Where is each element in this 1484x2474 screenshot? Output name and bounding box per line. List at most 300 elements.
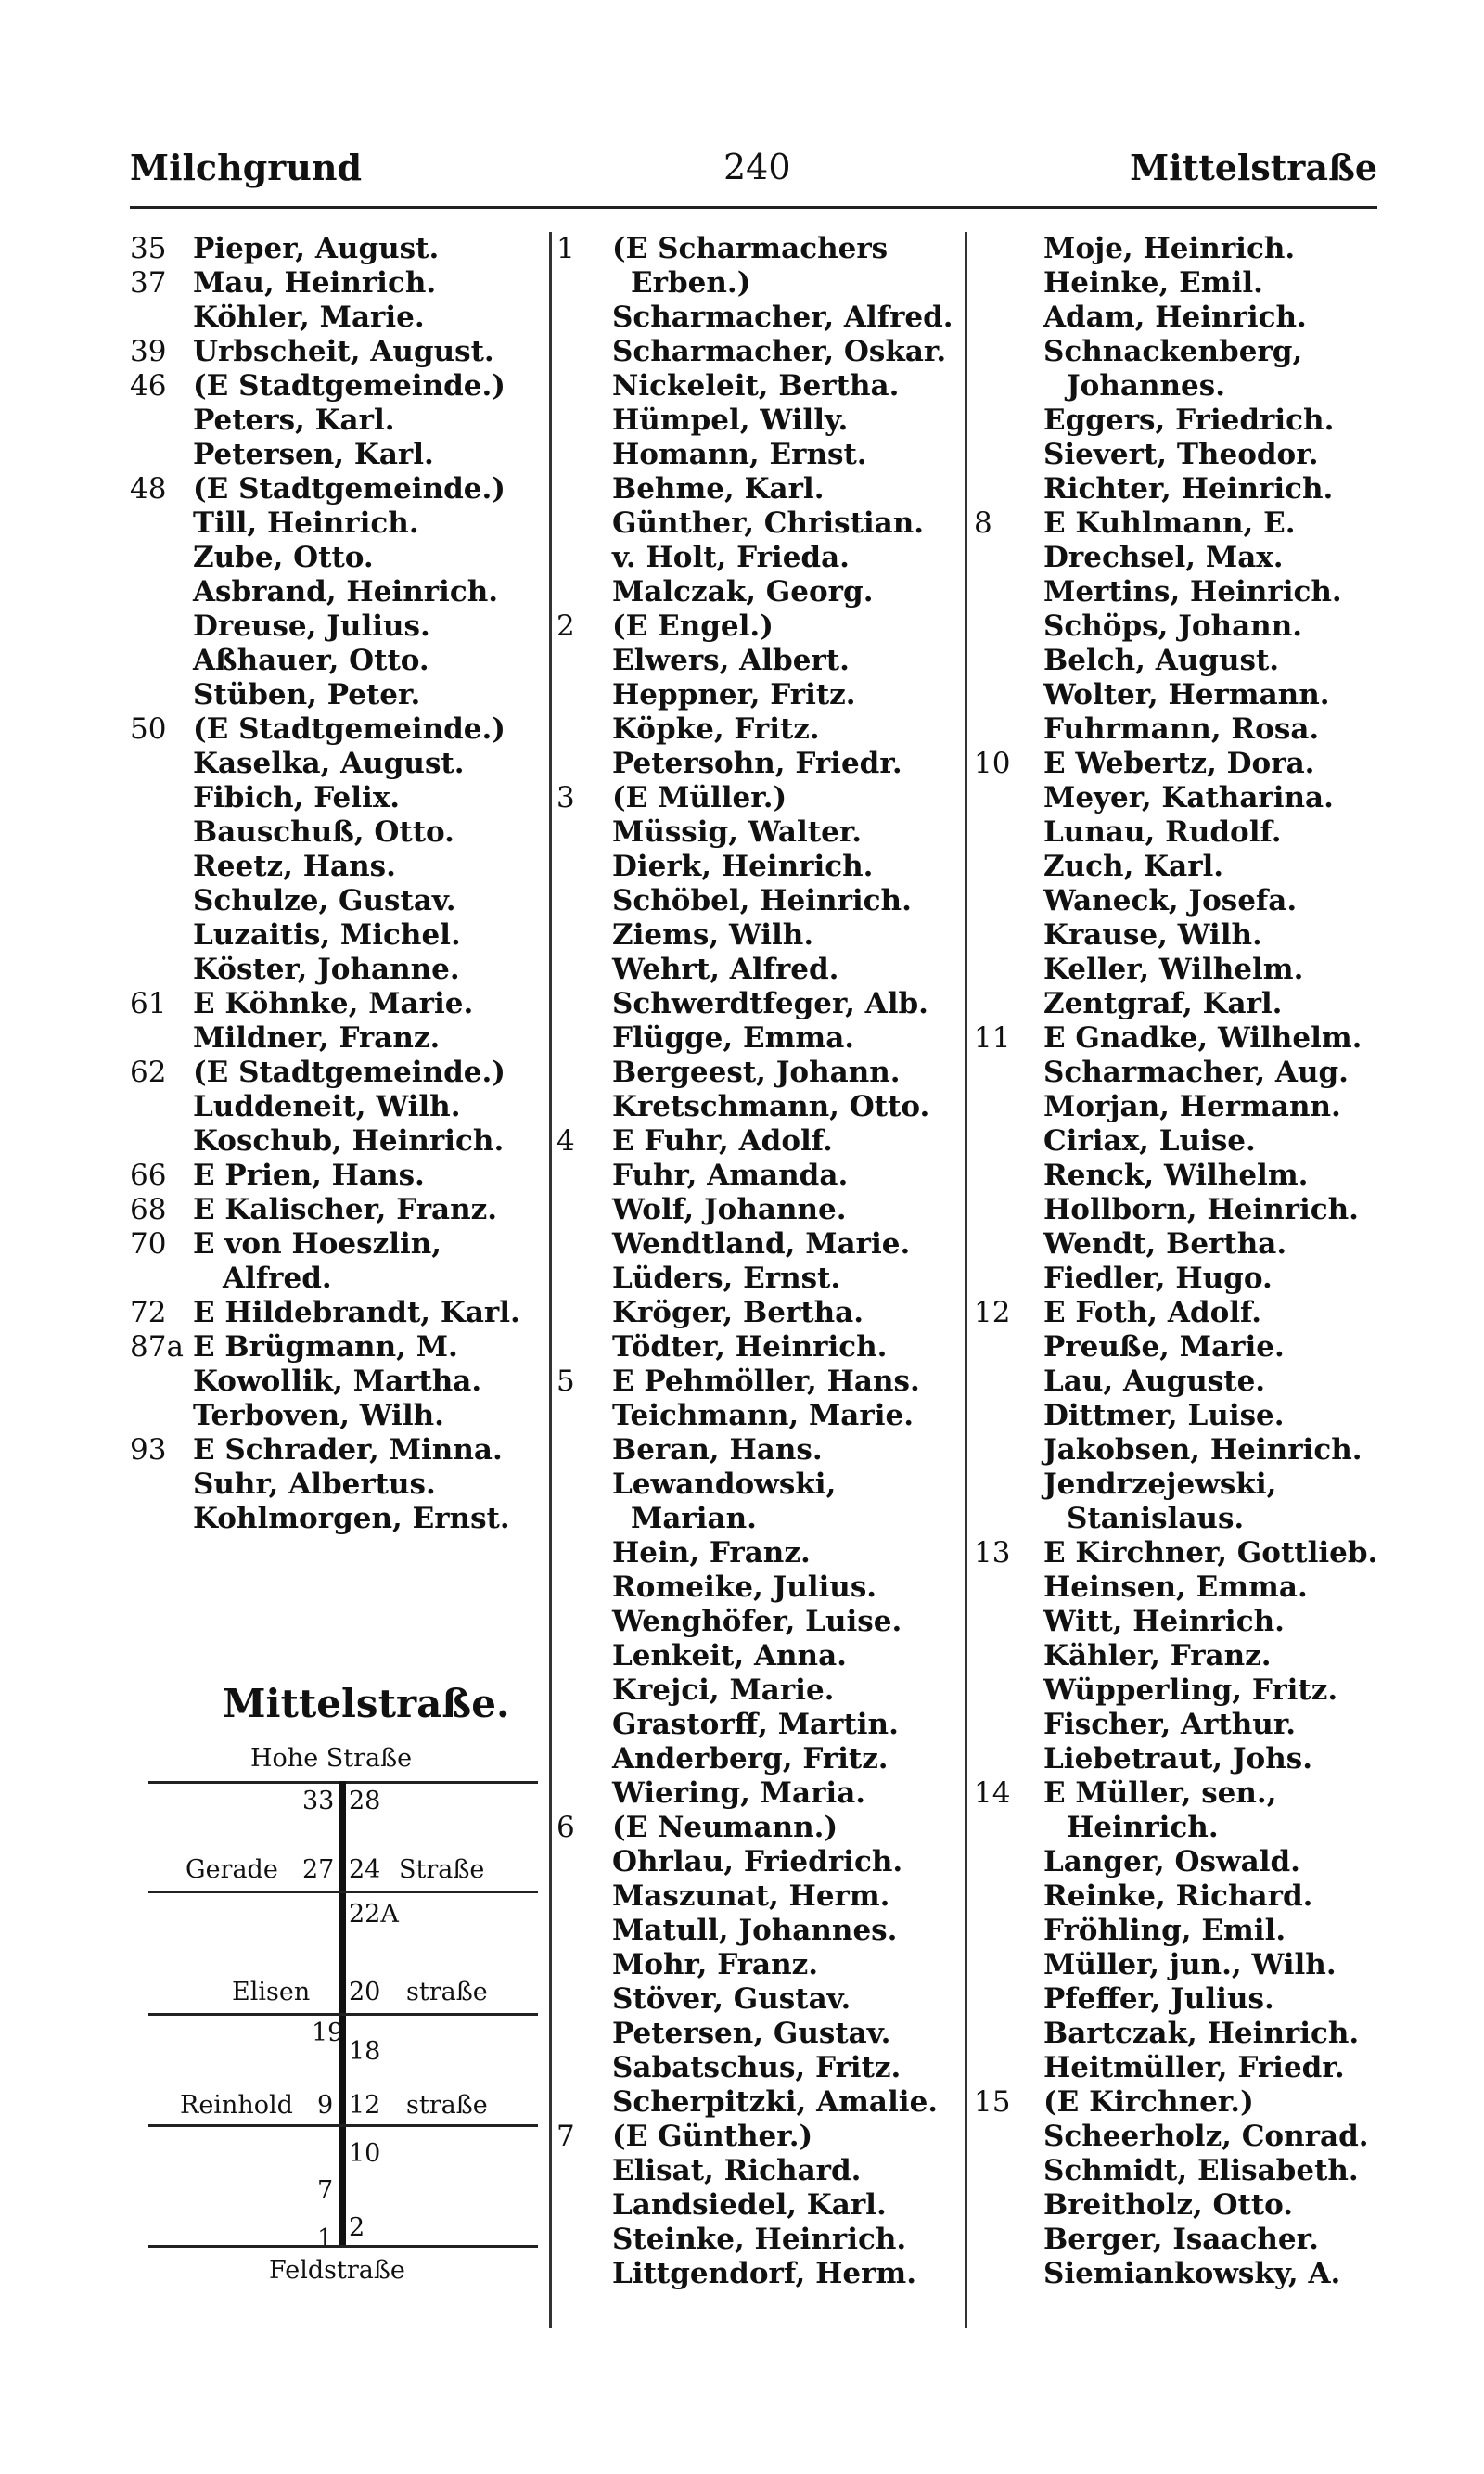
directory-entry xyxy=(556,1639,965,1673)
resident-name: Beran, Hans. xyxy=(612,1433,823,1467)
directory-entry xyxy=(130,506,547,541)
resident-name: Kohlmorgen, Ernst. xyxy=(193,1502,510,1535)
directory-entry xyxy=(556,1845,965,1879)
house-number: 68 xyxy=(130,1193,167,1226)
directory-entry xyxy=(556,1090,965,1124)
resident-name: E Pehmöller, Hans. xyxy=(612,1365,920,1398)
resident-name: Matull, Johannes. xyxy=(612,1914,898,1947)
map-cross-street-line xyxy=(148,2245,538,2248)
resident-name: Preuße, Marie. xyxy=(1043,1330,1285,1364)
street-map xyxy=(148,1735,538,2301)
column-3 xyxy=(974,232,1391,2291)
directory-entry xyxy=(974,747,1391,781)
house-number: 66 xyxy=(130,1159,167,1192)
directory-entry xyxy=(974,232,1391,266)
resident-name: E Köhnke, Marie. xyxy=(193,987,474,1020)
directory-entry xyxy=(130,472,547,506)
map-label-reinhold: Reinhold xyxy=(180,2091,293,2120)
resident-name: Bauschuß, Otto. xyxy=(193,815,454,849)
resident-name: Scherpitzki, Amalie. xyxy=(612,2085,939,2119)
directory-entry xyxy=(974,1124,1391,1159)
directory-entry xyxy=(130,1227,547,1262)
resident-name: Hümpel, Willy. xyxy=(612,404,849,437)
column-2 xyxy=(556,232,965,2291)
resident-name: E Gnadke, Wilhelm. xyxy=(1043,1021,1362,1055)
resident-name: Till, Heinrich. xyxy=(193,506,419,540)
directory-entry xyxy=(556,987,965,1021)
directory-entry xyxy=(974,1056,1391,1090)
resident-name: Sievert, Theodor. xyxy=(1043,438,1319,471)
map-house-number: 9 xyxy=(317,2091,334,2120)
directory-entry xyxy=(556,1193,965,1227)
directory-entry xyxy=(130,232,547,266)
directory-entry xyxy=(556,1021,965,1056)
directory-entry xyxy=(130,1468,547,1502)
directory-entry xyxy=(556,1708,965,1742)
house-number: 6 xyxy=(556,1811,575,1844)
directory-entry xyxy=(974,335,1391,369)
directory-entry xyxy=(556,1399,965,1433)
resident-name: Scharmacher, Aug. xyxy=(1043,1056,1349,1089)
directory-entry xyxy=(974,1262,1391,1296)
resident-name: Kröger, Bertha. xyxy=(612,1296,864,1329)
resident-name: Kaselka, August. xyxy=(193,747,465,780)
resident-name: Lunau, Rudolf. xyxy=(1043,815,1282,849)
map-house-number: 33 xyxy=(302,1787,335,1815)
resident-name: E Schrader, Minna. xyxy=(193,1433,503,1467)
directory-entry xyxy=(974,1330,1391,1365)
resident-name: Scharmacher, Oskar. xyxy=(612,335,947,368)
resident-name: Morjan, Hermann. xyxy=(1043,1090,1341,1123)
directory-entry xyxy=(130,1399,547,1433)
resident-name: Fuhr, Amanda. xyxy=(612,1159,849,1192)
directory-entry xyxy=(974,1605,1391,1639)
map-house-number: 24 xyxy=(349,1855,381,1884)
directory-entry xyxy=(130,1433,547,1468)
directory-entry xyxy=(130,1193,547,1227)
resident-name: Johannes. xyxy=(1067,369,1226,403)
directory-entry xyxy=(556,644,965,678)
directory-entry xyxy=(130,1502,547,1536)
directory-entry xyxy=(556,747,965,781)
directory-entry xyxy=(556,2017,965,2051)
house-number: 2 xyxy=(556,609,575,643)
resident-name: Schwerdtfeger, Alb. xyxy=(612,987,928,1020)
directory-entry xyxy=(974,472,1391,506)
resident-name: Bergeest, Johann. xyxy=(612,1056,901,1089)
directory-entry xyxy=(974,1742,1391,1776)
resident-name: Breitholz, Otto. xyxy=(1043,2188,1294,2222)
directory-entry xyxy=(974,1433,1391,1468)
house-number: 13 xyxy=(974,1536,1011,1570)
resident-name: Behme, Karl. xyxy=(612,472,825,506)
directory-entry xyxy=(556,266,965,301)
house-number: 8 xyxy=(974,506,992,540)
resident-name: Lenkeit, Anna. xyxy=(612,1639,847,1673)
resident-name: (E Engel.) xyxy=(612,609,774,643)
directory-entry xyxy=(974,987,1391,1021)
resident-name: E Foth, Adolf. xyxy=(1043,1296,1262,1329)
directory-entry xyxy=(556,781,965,815)
resident-name: Peters, Karl. xyxy=(193,404,395,437)
resident-name: Witt, Heinrich. xyxy=(1043,1605,1285,1638)
directory-entry xyxy=(556,1982,965,2017)
resident-name: v. Holt, Frieda. xyxy=(612,541,850,574)
map-label-feldstrasse: Feldstraße xyxy=(269,2256,405,2285)
resident-name: Landsiedel, Karl. xyxy=(612,2188,887,2222)
resident-name: Bartczak, Heinrich. xyxy=(1043,2017,1360,2050)
resident-name: Fuhrmann, Rosa. xyxy=(1043,712,1320,746)
directory-entry xyxy=(974,884,1391,918)
directory-entry xyxy=(974,2051,1391,2085)
resident-name: Marian. xyxy=(631,1502,757,1535)
directory-entry xyxy=(556,1605,965,1639)
directory-entry xyxy=(556,1227,965,1262)
directory-entry xyxy=(130,1296,547,1330)
resident-name: Flügge, Emma. xyxy=(612,1021,855,1055)
directory-entry xyxy=(556,953,965,987)
directory-entry xyxy=(974,1399,1391,1433)
directory-entry xyxy=(974,815,1391,850)
resident-name: Lewandowski, xyxy=(612,1468,837,1501)
resident-name: Reinke, Richard. xyxy=(1043,1879,1313,1913)
resident-name: Hollborn, Heinrich. xyxy=(1043,1193,1359,1226)
resident-name: Sabatschus, Fritz. xyxy=(612,2051,902,2084)
directory-entry xyxy=(974,2085,1391,2120)
resident-name: Köhler, Marie. xyxy=(193,301,425,334)
directory-entry xyxy=(974,1090,1391,1124)
directory-entry xyxy=(974,644,1391,678)
directory-entry xyxy=(556,884,965,918)
column-divider-1 xyxy=(549,232,552,2328)
directory-entry xyxy=(130,1159,547,1193)
directory-entry xyxy=(130,266,547,301)
resident-name: Schnackenberg, xyxy=(1043,335,1303,368)
resident-name: Heinsen, Emma. xyxy=(1043,1570,1308,1604)
resident-name: Fischer, Arthur. xyxy=(1043,1708,1297,1741)
directory-entry xyxy=(974,1570,1391,1605)
resident-name: Petersohn, Friedr. xyxy=(612,747,902,780)
map-label-strasse: Straße xyxy=(399,1855,485,1884)
directory-entry xyxy=(130,1262,547,1296)
directory-entry xyxy=(130,884,547,918)
directory-entry xyxy=(974,1159,1391,1193)
directory-entry xyxy=(130,712,547,747)
resident-name: Drechsel, Max. xyxy=(1043,541,1284,574)
map-house-number: 7 xyxy=(317,2176,334,2205)
directory-entry xyxy=(974,953,1391,987)
house-number: 7 xyxy=(556,2120,575,2153)
resident-name: Wehrt, Alfred. xyxy=(612,953,839,986)
map-cross-street-line xyxy=(148,2013,538,2016)
directory-entry xyxy=(130,987,547,1021)
directory-entry xyxy=(974,1502,1391,1536)
directory-entry xyxy=(556,2120,965,2154)
directory-entry xyxy=(130,301,547,335)
resident-name: (E Stadtgemeinde.) xyxy=(193,472,505,506)
house-number: 39 xyxy=(130,335,167,368)
house-number: 11 xyxy=(974,1021,1011,1055)
resident-name: Schöbel, Heinrich. xyxy=(612,884,912,917)
resident-name: Zentgraf, Karl. xyxy=(1043,987,1283,1020)
resident-name: Stüben, Peter. xyxy=(193,678,421,711)
resident-name: Adam, Heinrich. xyxy=(1043,301,1307,334)
resident-name: Müssig, Walter. xyxy=(612,815,863,849)
directory-entry xyxy=(556,232,965,266)
house-number: 1 xyxy=(556,232,575,265)
directory-entry xyxy=(130,1365,547,1399)
directory-entry xyxy=(974,438,1391,472)
house-number: 93 xyxy=(130,1433,167,1467)
directory-entry xyxy=(130,1124,547,1159)
directory-entry xyxy=(556,2257,965,2291)
directory-entry xyxy=(974,2223,1391,2257)
directory-entry xyxy=(556,1879,965,1914)
resident-name: Wolter, Hermann. xyxy=(1043,678,1330,711)
resident-name: Eggers, Friedrich. xyxy=(1043,404,1335,437)
directory-entry xyxy=(130,678,547,712)
directory-entry xyxy=(130,575,547,609)
directory-entry xyxy=(556,1948,965,1982)
resident-name: E Webertz, Dora. xyxy=(1043,747,1315,780)
directory-entry xyxy=(974,404,1391,438)
resident-name: Liebetraut, Johs. xyxy=(1043,1742,1313,1775)
resident-name: Reetz, Hans. xyxy=(193,850,396,883)
house-number: 61 xyxy=(130,987,167,1020)
directory-entry xyxy=(556,1056,965,1090)
house-number: 46 xyxy=(130,369,167,403)
resident-name: Günther, Christian. xyxy=(612,506,925,540)
map-cross-street-line xyxy=(148,2124,538,2127)
resident-name: Mohr, Franz. xyxy=(612,1948,819,1981)
resident-name: Heitmüller, Friedr. xyxy=(1043,2051,1345,2084)
resident-name: Dreuse, Julius. xyxy=(193,609,430,643)
resident-name: Malczak, Georg. xyxy=(612,575,874,609)
street-section-title: Mittelstraße. xyxy=(223,1681,510,1726)
resident-name: Renck, Wilhelm. xyxy=(1043,1159,1309,1192)
house-number: 15 xyxy=(974,2085,1011,2119)
directory-entry xyxy=(974,1639,1391,1673)
resident-name: Koschub, Heinrich. xyxy=(193,1124,505,1158)
directory-entry xyxy=(974,2188,1391,2223)
directory-entry xyxy=(556,541,965,575)
resident-name: Lüders, Ernst. xyxy=(612,1262,841,1295)
directory-entry xyxy=(556,2085,965,2120)
directory-entry xyxy=(556,1536,965,1570)
resident-name: Suhr, Albertus. xyxy=(193,1468,436,1501)
resident-name: Köpke, Fritz. xyxy=(612,712,820,746)
resident-name: Urbschеit, August. xyxy=(193,335,494,368)
directory-entry xyxy=(974,506,1391,541)
directory-entry xyxy=(974,850,1391,884)
directory-entry xyxy=(556,1468,965,1502)
directory-entry xyxy=(556,1570,965,1605)
directory-entry xyxy=(130,918,547,953)
resident-name: Heinrich. xyxy=(1067,1811,1219,1844)
resident-name: Petersen, Gustav. xyxy=(612,2017,891,2050)
directory-entry xyxy=(974,2017,1391,2051)
directory-entry xyxy=(974,1468,1391,1502)
resident-name: Mildner, Franz. xyxy=(193,1021,441,1055)
resident-name: (E Neumann.) xyxy=(612,1811,838,1844)
resident-name: Fiedler, Hugo. xyxy=(1043,1262,1273,1295)
resident-name: Schulze, Gustav. xyxy=(193,884,456,917)
directory-entry xyxy=(556,815,965,850)
map-label-elisen: Elisen xyxy=(232,1978,311,2006)
directory-entry xyxy=(556,609,965,644)
directory-entry xyxy=(130,1330,547,1365)
map-house-number: 12 xyxy=(349,2091,381,2120)
directory-entry xyxy=(556,575,965,609)
directory-entry xyxy=(556,1124,965,1159)
resident-name: Hein, Franz. xyxy=(612,1536,811,1570)
directory-entry xyxy=(974,2120,1391,2154)
column-divider-2 xyxy=(965,232,967,2328)
resident-name: Wüpperling, Fritz. xyxy=(1043,1673,1338,1707)
resident-name: Schöps, Johann. xyxy=(1043,609,1303,643)
resident-name: E Kirchner, Gottlieb. xyxy=(1043,1536,1378,1570)
house-number: 37 xyxy=(130,266,167,300)
directory-entry xyxy=(130,644,547,678)
resident-name: E Müller, sen., xyxy=(1043,1776,1277,1810)
resident-name: Kowollik, Martha. xyxy=(193,1365,482,1398)
directory-entry xyxy=(130,815,547,850)
resident-name: Romeike, Julius. xyxy=(612,1570,877,1604)
page-header xyxy=(130,139,1377,195)
resident-name: Erben.) xyxy=(631,266,751,300)
house-number: 4 xyxy=(556,1124,575,1158)
directory-entry xyxy=(130,369,547,404)
column-1 xyxy=(130,232,547,1536)
header-rule xyxy=(130,206,1377,209)
directory-entry xyxy=(130,609,547,644)
resident-name: (E Müller.) xyxy=(612,781,787,814)
header-right-street: Mittelstraße xyxy=(1130,147,1377,188)
map-house-number: 19 xyxy=(312,2019,344,2047)
directory-entry xyxy=(130,404,547,438)
directory-entry xyxy=(974,781,1391,815)
directory-entry xyxy=(556,1330,965,1365)
resident-name: Mau, Heinrich. xyxy=(193,266,437,300)
resident-name: (E Scharmachers xyxy=(612,232,889,265)
resident-name: Ciriax, Luise. xyxy=(1043,1124,1256,1158)
directory-entry xyxy=(974,678,1391,712)
directory-entry xyxy=(556,1811,965,1845)
directory-entry xyxy=(974,1536,1391,1570)
resident-name: Littgendorf, Herm. xyxy=(612,2257,917,2290)
map-label-gerade: Gerade xyxy=(186,1855,278,1884)
resident-name: Stöver, Gustav. xyxy=(612,1982,851,2016)
map-house-number: 18 xyxy=(349,2037,381,2066)
directory-entry xyxy=(974,369,1391,404)
resident-name: Moje, Heinrich. xyxy=(1043,232,1296,265)
house-number: 5 xyxy=(556,1365,575,1398)
map-house-number: 27 xyxy=(302,1855,335,1884)
resident-name: Heinke, Emil. xyxy=(1043,266,1263,300)
resident-name: Nickeleit, Bertha. xyxy=(612,369,900,403)
directory-entry xyxy=(974,1227,1391,1262)
resident-name: Maszunat, Herm. xyxy=(612,1879,890,1913)
directory-entry xyxy=(130,850,547,884)
directory-entry xyxy=(556,2188,965,2223)
resident-name: Luddeneit, Wilh. xyxy=(193,1090,461,1123)
directory-entry xyxy=(556,1502,965,1536)
resident-name: Asbrand, Heinrich. xyxy=(193,575,499,609)
house-number: 70 xyxy=(130,1227,167,1261)
resident-name: Scheerholz, Conrad. xyxy=(1043,2120,1369,2153)
directory-entry xyxy=(130,335,547,369)
house-number: 12 xyxy=(974,1296,1011,1329)
directory-entry xyxy=(974,541,1391,575)
resident-name: Ziems, Wilh. xyxy=(612,918,814,952)
resident-name: Wiering, Maria. xyxy=(612,1776,866,1810)
resident-name: Elwers, Albert. xyxy=(612,644,850,677)
resident-name: Belch, August. xyxy=(1043,644,1280,677)
resident-name: E Kuhlmann, E. xyxy=(1043,506,1296,540)
directory-entry xyxy=(974,1193,1391,1227)
resident-name: E Kalischer, Franz. xyxy=(193,1193,498,1226)
resident-name: Homann, Ernst. xyxy=(612,438,867,471)
house-number: 87a xyxy=(130,1330,184,1364)
resident-name: E Brügmann, M. xyxy=(193,1330,458,1364)
map-house-number: 22A xyxy=(349,1900,399,1929)
directory-entry xyxy=(974,301,1391,335)
directory-entry xyxy=(974,1021,1391,1056)
directory-entry xyxy=(556,369,965,404)
resident-name: (E Stadtgemeinde.) xyxy=(193,1056,505,1089)
resident-name: Langer, Oswald. xyxy=(1043,1845,1300,1878)
directory-entry xyxy=(974,266,1391,301)
directory-entry xyxy=(556,472,965,506)
directory-entry xyxy=(974,712,1391,747)
resident-name: E Fuhr, Adolf. xyxy=(612,1124,833,1158)
directory-entry xyxy=(556,2154,965,2188)
resident-name: Lau, Auguste. xyxy=(1043,1365,1266,1398)
directory-entry xyxy=(974,575,1391,609)
directory-entry xyxy=(130,1056,547,1090)
directory-entry xyxy=(974,1948,1391,1982)
resident-name: Schmidt, Elisabeth. xyxy=(1043,2154,1359,2187)
map-label-strasse: straße xyxy=(406,1978,488,2006)
resident-name: Köster, Johanne. xyxy=(193,953,460,986)
directory-entry xyxy=(130,781,547,815)
resident-name: Luzaitis, Michel. xyxy=(193,918,461,952)
resident-name: Dittmer, Luise. xyxy=(1043,1399,1285,1432)
resident-name: (E Stadtgemeinde.) xyxy=(193,369,505,403)
resident-name: Pfeffer, Julius. xyxy=(1043,1982,1274,2016)
directory-entry xyxy=(974,1914,1391,1948)
resident-name: Fröhling, Emil. xyxy=(1043,1914,1286,1947)
resident-name: Alfred. xyxy=(223,1262,332,1295)
directory-entry xyxy=(556,1742,965,1776)
directory-entry xyxy=(556,1433,965,1468)
resident-name: Wolf, Johanne. xyxy=(612,1193,847,1226)
directory-entry xyxy=(556,404,965,438)
resident-name: Tödter, Heinrich. xyxy=(612,1330,888,1364)
house-number: 62 xyxy=(130,1056,167,1089)
directory-entry xyxy=(556,918,965,953)
directory-entry xyxy=(130,1021,547,1056)
resident-name: Meyer, Katharina. xyxy=(1043,781,1334,814)
resident-name: Richter, Heinrich. xyxy=(1043,472,1334,506)
resident-name: Ohrlau, Friedrich. xyxy=(612,1845,903,1878)
resident-name: Stanislaus. xyxy=(1067,1502,1245,1535)
resident-name: Zuch, Karl. xyxy=(1043,850,1224,883)
directory-entry xyxy=(556,1914,965,1948)
directory-entry xyxy=(974,1365,1391,1399)
map-label-strasse: straße xyxy=(406,2091,488,2120)
resident-name: E von Hoeszlin, xyxy=(193,1227,442,1261)
